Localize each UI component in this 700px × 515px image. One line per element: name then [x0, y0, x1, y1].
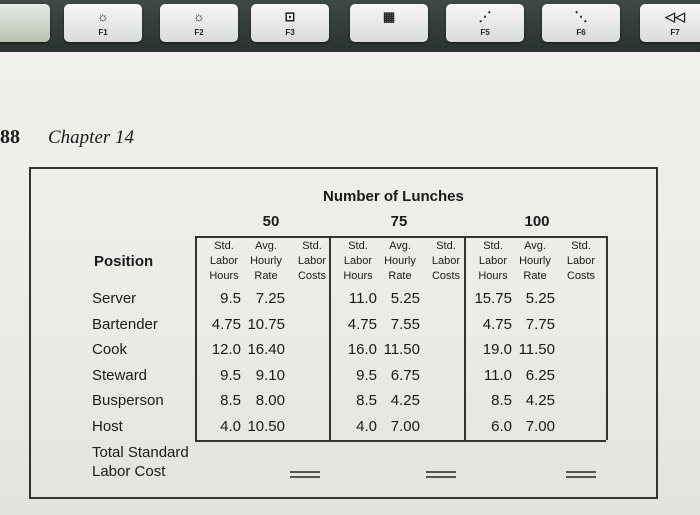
sub-header-line: Hourly [250, 255, 282, 267]
sub-header-line: Labor [209, 255, 239, 267]
sub-header-line: Std. [571, 240, 591, 252]
table-cell-g100-hours: 19.0 [482, 341, 512, 358]
column-divider [606, 236, 608, 440]
total-blank-75 [426, 471, 456, 473]
table-cell-g100-hours: 6.0 [491, 418, 512, 435]
table-cell-g100-rate: 6.25 [525, 367, 555, 384]
mission-control-icon: ⊡ [284, 9, 296, 24]
table-top-rule [195, 236, 606, 238]
table-cell-g50-rate: 9.10 [255, 367, 285, 384]
sub-header-line: Hours [209, 270, 239, 282]
table-bottom-rule [195, 440, 606, 442]
total-blank-50 [290, 471, 320, 473]
sub-header-line: Avg. [524, 240, 546, 252]
std-labor-hours-header-100 [472, 239, 514, 284]
sub-header-line: Costs [297, 270, 327, 282]
rewind-icon: ◁◁ [665, 9, 685, 24]
table-cell-g75-hours: 11.0 [348, 290, 377, 307]
table-cell-g50-hours: 4.75 [211, 316, 241, 333]
sub-header-line: Rate [388, 270, 412, 282]
sub-header-line: Costs [566, 270, 596, 282]
table-cell-g75-hours: 9.5 [356, 367, 377, 384]
table-cell-g100-hours: 11.0 [483, 367, 512, 384]
std-labor-hours-header-75 [337, 239, 379, 284]
mission-control-key: ⊡ F3 [251, 4, 329, 42]
sub-header-line: Hourly [384, 255, 416, 267]
row-position-label: Host [92, 418, 123, 435]
table-cell-g50-hours: 4.0 [220, 418, 241, 435]
keyboard-light-high-icon: ⋱ [574, 9, 588, 24]
total-label-line1: Total Standard [92, 444, 189, 461]
std-labor-costs-header-75 [425, 239, 467, 284]
sub-header-line: Labor [478, 255, 508, 267]
page-number: 88 [0, 126, 20, 148]
total-blank-100 [566, 471, 596, 473]
table-cell-g50-hours: 9.5 [220, 367, 241, 384]
total-label-line2: Labor Cost [92, 463, 166, 480]
brightness-high-icon: ☼ [193, 9, 205, 24]
table-cell-g50-rate: 16.40 [247, 341, 285, 358]
sub-header-line: Std. [436, 240, 456, 252]
std-labor-costs-header-50 [291, 239, 333, 284]
table-cell-g75-rate: 7.55 [390, 316, 420, 333]
table-cell-g50-rate: 10.75 [247, 316, 285, 333]
table-cell-g75-rate: 4.25 [390, 392, 420, 409]
sub-header-line: Std. [348, 240, 368, 252]
row-position-label: Busperson [92, 392, 164, 409]
group-header-50: 50 [262, 213, 280, 230]
table-cell-g100-rate: 11.50 [518, 341, 555, 358]
brightness-up-key: ☼ F2 [160, 4, 238, 42]
rewind-key: ◁◁ F7 [640, 4, 700, 42]
sub-header-line: Rate [254, 270, 278, 282]
position-header: Position [94, 253, 154, 270]
sub-header-line: Labor [431, 255, 461, 267]
sub-header-line: Avg. [389, 240, 411, 252]
table-cell-g50-rate: 7.25 [255, 290, 285, 307]
labor-cost-table [29, 167, 658, 499]
chapter-heading: Chapter 14 [48, 127, 135, 148]
launchpad-key [350, 4, 428, 42]
table-title: Number of Lunches [323, 188, 464, 205]
table-cell-g50-rate: 8.00 [255, 392, 285, 409]
table-cell-g50-hours: 8.5 [220, 392, 241, 409]
escape-key [0, 4, 50, 42]
table-cell-g100-hours: 4.75 [482, 316, 512, 333]
row-position-label: Cook [92, 341, 128, 358]
sub-header-line: Hourly [519, 255, 551, 267]
keyboard-light-up-key: ⋱ F6 [542, 4, 620, 42]
row-position-label: Server [92, 290, 137, 307]
table-cell-g75-rate: 7.00 [390, 418, 420, 435]
sub-header-line: Labor [343, 255, 373, 267]
sub-header-line: Std. [214, 240, 234, 252]
avg-hourly-rate-header-75 [379, 239, 421, 284]
table-cell-g75-hours: 4.0 [356, 418, 377, 435]
row-position-label: Bartender [92, 316, 158, 333]
table-cell-g75-hours: 4.75 [347, 316, 377, 333]
table-cell-g75-rate: 5.25 [390, 290, 420, 307]
keyboard-light-down-key: ⋰ F5 [446, 4, 524, 42]
sub-header-line: Hours [478, 270, 508, 282]
column-divider [195, 236, 197, 440]
sub-header-line: Hours [343, 270, 373, 282]
table-cell-g75-rate: 11.50 [383, 341, 420, 358]
table-cell-g75-hours: 8.5 [356, 392, 377, 409]
sub-header-line: Std. [483, 240, 503, 252]
avg-hourly-rate-header-50 [245, 239, 287, 284]
sub-header-line: Rate [523, 270, 547, 282]
table-cell-g75-rate: 6.75 [390, 367, 420, 384]
table-cell-g50-hours: 12.0 [211, 341, 241, 358]
table-cell-g75-hours: 16.0 [347, 341, 377, 358]
row-position-label: Steward [92, 367, 148, 384]
brightness-down-key: ☼ F1 [64, 4, 142, 42]
table-cell-g50-hours: 9.5 [220, 290, 241, 307]
sub-header-line: Costs [431, 270, 461, 282]
avg-hourly-rate-header-100 [514, 239, 556, 284]
keyboard-function-row [0, 0, 700, 52]
keyboard-light-low-icon: ⋰ [478, 9, 492, 24]
group-header-75: 75 [390, 213, 408, 230]
brightness-low-icon: ☼ [97, 9, 109, 24]
std-labor-hours-header-50 [203, 239, 245, 284]
table-cell-g100-rate: 4.25 [525, 392, 555, 409]
table-cell-g100-rate: 7.00 [525, 418, 555, 435]
table-cell-g50-rate: 10.50 [247, 418, 285, 435]
table-cell-g100-rate: 7.75 [525, 316, 555, 333]
launchpad-icon: ▦ [382, 9, 396, 24]
sub-header-line: Avg. [255, 240, 277, 252]
sub-header-line: Std. [302, 240, 322, 252]
table-cell-g100-hours: 8.5 [491, 392, 512, 409]
textbook-page [0, 52, 700, 515]
std-labor-costs-header-100 [560, 239, 602, 284]
sub-header-line: Labor [297, 255, 327, 267]
table-cell-g100-rate: 5.25 [525, 290, 555, 307]
sub-header-line: Labor [566, 255, 596, 267]
group-header-100: 100 [524, 213, 550, 230]
table-cell-g100-hours: 15.75 [474, 290, 512, 307]
